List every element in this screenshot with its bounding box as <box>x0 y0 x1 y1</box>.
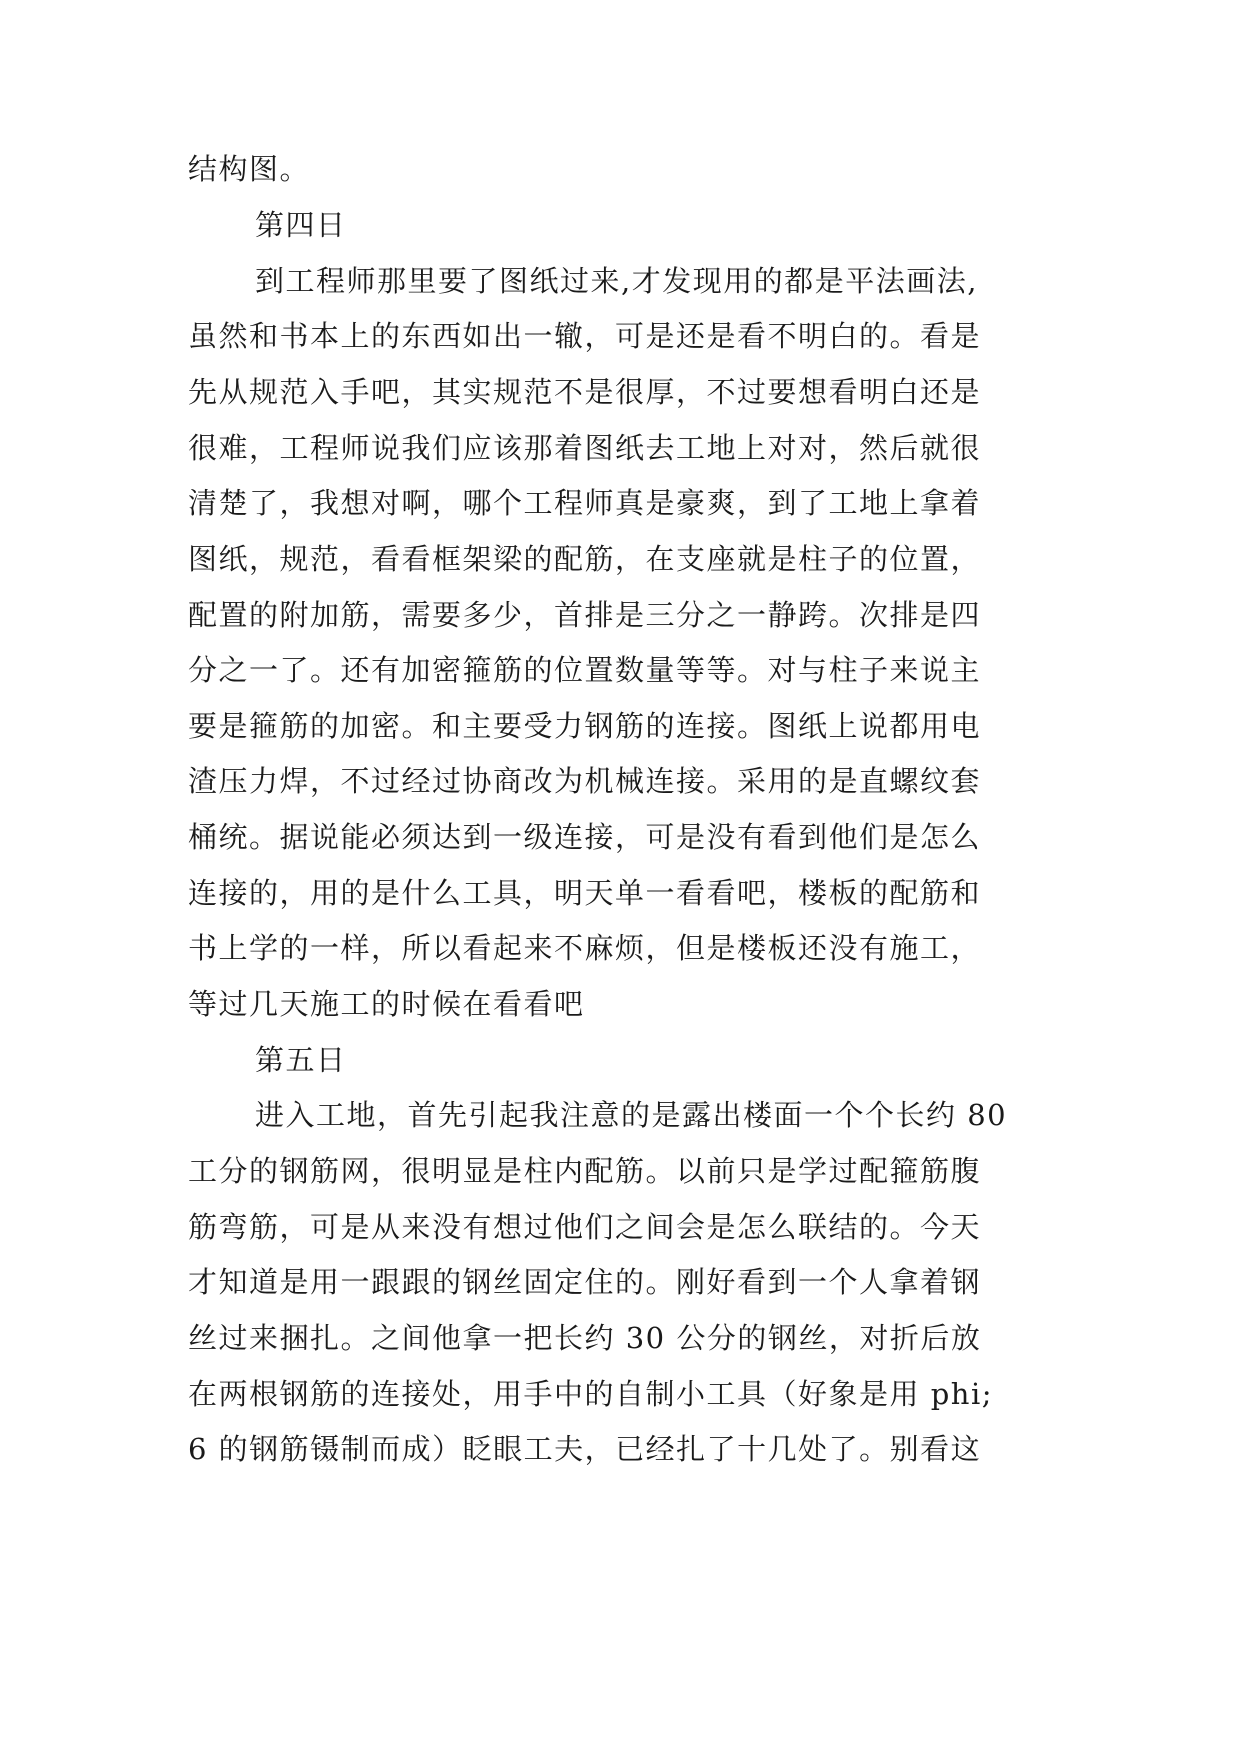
section-heading-day-5: 第五日 <box>255 1043 347 1077</box>
text-line: 先从规范入手吧，其实规范不是很厚，不过要想看明白还是 <box>188 375 982 409</box>
text-line: 连接的，用的是什么工具，明天单一看看吧，楼板的配筋和 <box>188 876 982 910</box>
text-line: 桶统。据说能必须达到一级连接，可是没有看到他们是怎么 <box>188 820 982 854</box>
text-line: 渣压力焊，不过经过协商改为机械连接。采用的是直螺纹套 <box>188 764 982 798</box>
text-line: 丝过来捆扎。之间他拿一把长约 30 公分的钢丝，对折后放 <box>188 1321 982 1355</box>
text-line: 6 的钢筋镊制而成）眨眼工夫，已经扎了十几处了。别看这 <box>188 1432 982 1466</box>
text-line: 要是箍筋的加密。和主要受力钢筋的连接。图纸上说都用电 <box>188 709 982 743</box>
text-line: 才知道是用一跟跟的钢丝固定住的。刚好看到一个人拿着钢 <box>188 1265 982 1299</box>
text-line: 很难，工程师说我们应该那着图纸去工地上对对，然后就很 <box>188 431 982 465</box>
text-line: 在两根钢筋的连接处，用手中的自制小工具（好象是用 phi; <box>188 1377 994 1411</box>
text-line: 筋弯筋，可是从来没有想过他们之间会是怎么联结的。今天 <box>188 1210 982 1244</box>
text-line: 虽然和书本上的东西如出一辙，可是还是看不明白的。看是 <box>188 319 982 353</box>
text-line: 分之一了。还有加密箍筋的位置数量等等。对与柱子来说主 <box>188 653 982 687</box>
text-line: 书上学的一样，所以看起来不麻烦，但是楼板还没有施工， <box>188 931 982 965</box>
section-heading-day-4: 第四日 <box>255 208 347 242</box>
text-line: 到工程师那里要了图纸过来,才发现用的都是平法画法, <box>255 264 978 298</box>
text-line: 配置的附加筋，需要多少，首排是三分之一静跨。次排是四 <box>188 598 982 632</box>
text-line: 工分的钢筋网，很明显是柱内配筋。以前只是学过配箍筋腹 <box>188 1154 982 1188</box>
text-line: 图纸，规范，看看框架梁的配筋，在支座就是柱子的位置， <box>188 542 982 576</box>
text-line: 结构图。 <box>188 152 311 186</box>
text-line: 清楚了，我想对啊，哪个工程师真是豪爽，到了工地上拿着 <box>188 486 982 520</box>
text-line: 进入工地，首先引起我注意的是露出楼面一个个长约 80 <box>255 1098 1008 1132</box>
text-line: 等过几天施工的时候在看看吧 <box>188 987 585 1021</box>
